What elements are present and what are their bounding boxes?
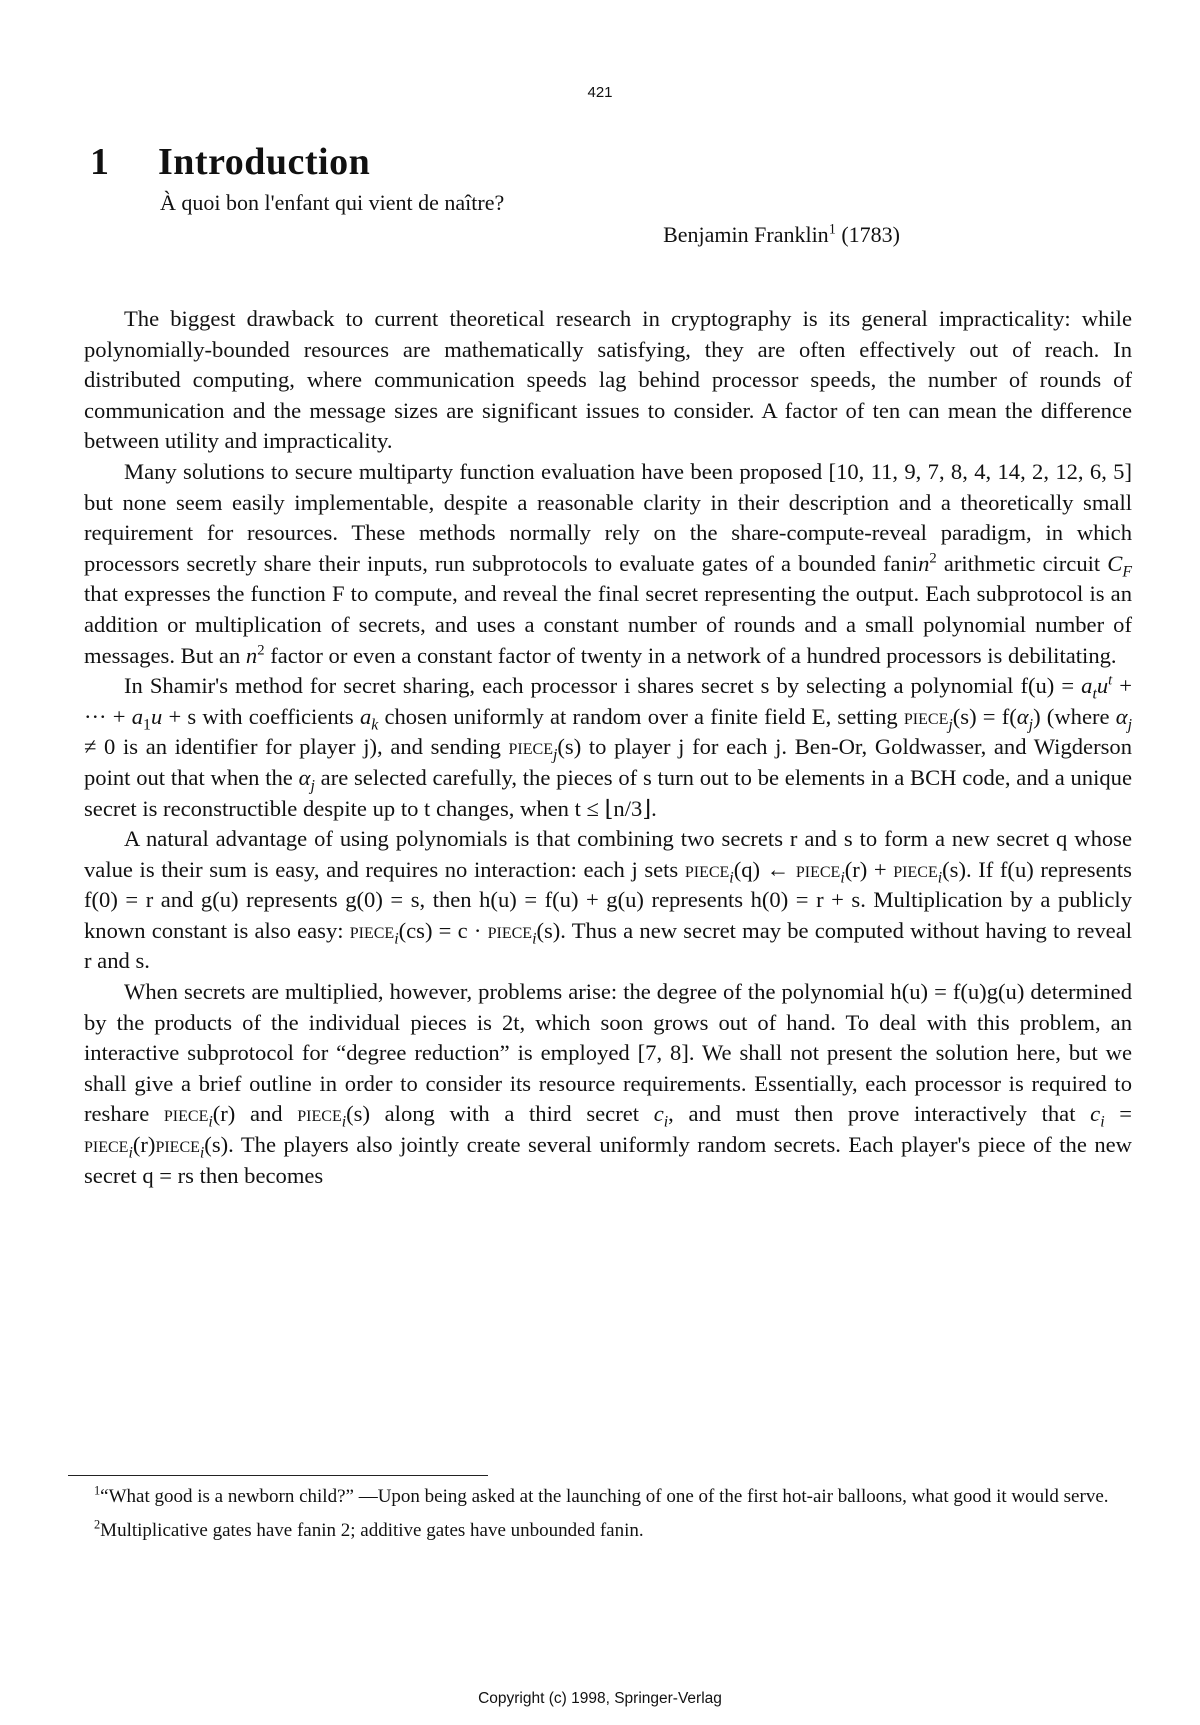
footnote-divider xyxy=(68,1475,488,1476)
epigraph-attribution xyxy=(160,222,900,248)
paragraph-4: A natural advantage of using polynomials is that combining two secrets r and s to form a new secret q whose value is their sum is easy, and requires no interaction: each j sets piece$_i$(q) ← piece$_i$(r) + piece$_i$(s). If f(u) represents f(0) = r and g(u) represents g(0) = s, then h(u) = f(u) + g(u) represents h(0) = r + s. Multiplication by a publicly known constant is also easy: piece$_i$(cs) = c · piece$_i$(s). Thus a new secret may be computed without having to reveal r and s. xyxy=(84,826,1132,974)
footnote-ref-1: 1 xyxy=(828,221,836,238)
epigraph-year: (1783) xyxy=(841,222,900,247)
body-text xyxy=(84,304,1132,1191)
section-title: Introduction xyxy=(158,141,371,183)
footnote-mark: 1 xyxy=(94,1483,101,1498)
footnote-text: “What good is a newborn child?” —Upon being asked at the launching of one of the first hot-air balloons, what good it would serve. xyxy=(100,1486,1109,1507)
section-heading xyxy=(90,140,370,184)
paragraph-5: When secrets are multiplied, however, problems arise: the degree of the polynomial h(u) = f(u)g(u) determined by the products of the individual pieces is 2t, which soon grows out of hand. To deal with this problem, an interactive subprotocol for “degree reduction” is employed [7, 8]. We shall not present the solution here, but we shall give a brief outline in order to consider its resource requirements. Essentially, each processor is required to reshare piece$_i$(r) and piece$_i$(s) along with a third secret $c_i$, and must then prove interactively that $c_i$ = piece$_i$(r)piece$_i$(s). The players also jointly create several uniformly random secrets. Each player's piece of the new secret q = rs then becomes xyxy=(84,979,1132,1188)
footnote-text: Multiplicative gates have fanin 2; additive gates have unbounded fanin. xyxy=(100,1520,644,1541)
paragraph-2: Many solutions to secure multiparty function evaluation have been proposed [10, 11, 9, 7, 8, 4, 14, 2, 12, 6, 5] but none seem easily implementable, despite a reasonable clarity in their description and a theoretically small requirement for resources. These methods normally rely on the share-compute-reveal paradigm, in which processors secretly share their inputs, run subprotocols to evaluate gates of a bounded fanin$^2$ arithmetic circuit $C_F$ that expresses the function F to compute, and reveal the final secret representing the output. Each subprotocol is an addition or multiplication of secrets, and uses a constant number of rounds and a small polynomial number of messages. But an $n^2$ factor or even a constant factor of twenty in a network of a hundred processors is debilitating. xyxy=(84,458,1132,668)
footnote-mark: 2 xyxy=(94,1517,101,1532)
section-number: 1 xyxy=(90,141,110,183)
paragraph-1: The biggest drawback to current theoretical research in cryptography is its general impracticality: while polynomially-bounded resources are mathematically satisfying, they are often effectively out of reach. In distributed computing, where communication speeds lag behind processor speeds, the number of rounds of communication and the message sizes are significant issues to consider. A factor of ten can mean the difference between utility and impracticality. xyxy=(84,306,1132,454)
epigraph-author: Benjamin Franklin xyxy=(663,222,829,247)
epigraph xyxy=(160,190,900,248)
footnote-1 xyxy=(70,1485,1132,1509)
copyright-notice: Copyright (c) 1998, Springer-Verlag xyxy=(478,1690,722,1707)
footnote-2 xyxy=(70,1519,1132,1543)
page-number: 421 xyxy=(587,84,613,101)
paragraph-3: In Shamir's method for secret sharing, each processor i shares secret s by selecting a polynomial $f(u) = a_tu^t$ + ··· + $a_1u + s$ with coefficients $a_k$ chosen uniformly at random over a finite field E, setting piece$_j$(s) = $f(\alpha_j)$ (where $\alpha_j \ne 0$ is an identifier for player j), and sending piece$_j$(s) to player j for each j. Ben-Or, Goldwasser, and Wigderson point out that when the $\alpha_j$ are selected carefully, the pieces of s turn out to be elements in a BCH code, and a unique secret is reconstructible despite up to t changes, when t ≤ ⌊n/3⌋. xyxy=(84,672,1133,821)
footnotes xyxy=(70,1485,1132,1553)
epigraph-quote: À quoi bon l'enfant qui vient de naître? xyxy=(160,190,505,215)
